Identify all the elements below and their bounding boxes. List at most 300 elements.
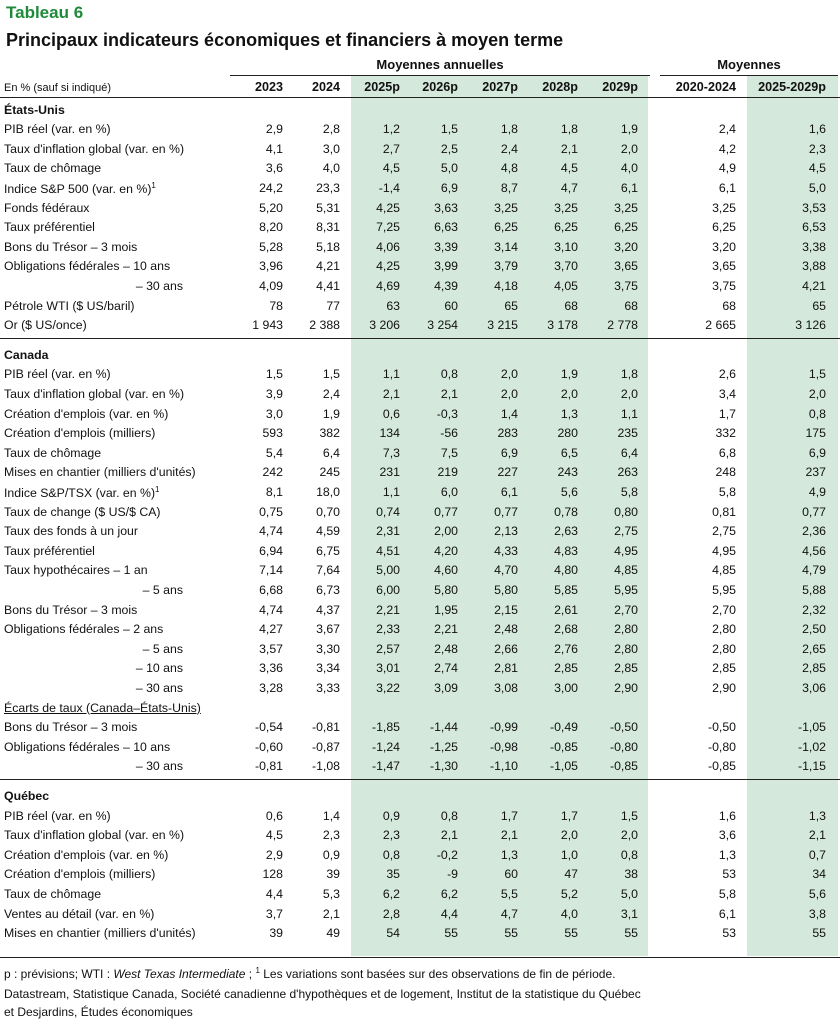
- row-label-text: – 30 ans: [135, 681, 183, 695]
- table-row: [0, 757, 840, 777]
- table-cell: 1,5: [440, 122, 458, 137]
- row-label-text: Taux de change ($ US/$ CA): [4, 504, 161, 519]
- table-cell: 2,80: [712, 622, 736, 637]
- table-cell: 3,34: [316, 661, 340, 676]
- table-cell: 2,48: [434, 641, 458, 656]
- table-cell: 3,65: [712, 259, 736, 274]
- table-cell: 5,85: [554, 583, 578, 597]
- table-cell: 3,4: [718, 387, 736, 401]
- row-label-text: – 30 ans: [135, 279, 183, 293]
- table-cell: 1,7: [500, 808, 518, 823]
- row-label: [4, 485, 160, 500]
- table-bottom-rule: [0, 957, 840, 958]
- table-cell: 5,0: [808, 181, 826, 195]
- table-cell: 5,20: [259, 200, 283, 215]
- table-cell: 78: [269, 298, 283, 313]
- table-cell: 6,5: [560, 445, 578, 460]
- row-label-text: Création d'emplois (milliers): [4, 426, 156, 441]
- table-cell: 7,64: [316, 563, 340, 578]
- row-label-text: PIB réel (var. en %): [4, 122, 111, 137]
- table-cell: 2,74: [434, 661, 458, 676]
- table-cell: 5,00: [376, 563, 400, 578]
- table-cell: 4,8: [500, 161, 518, 176]
- table-cell: 0,80: [614, 504, 638, 519]
- table-cell: -1,44: [429, 720, 458, 735]
- table-cell: 5,3: [322, 887, 340, 901]
- row-label: [136, 681, 183, 695]
- table-cell: 2,6: [718, 367, 736, 382]
- table-cell: 3,25: [712, 200, 736, 215]
- column-header: 2025p: [364, 80, 400, 94]
- table-cell: 4,69: [376, 279, 400, 293]
- table-cell: 3 254: [427, 318, 458, 333]
- table-cell: 0,77: [494, 504, 518, 519]
- table-cell: 3,08: [494, 681, 518, 695]
- column-header: 2025-2029p: [758, 80, 826, 94]
- table-cell: 4,85: [614, 563, 638, 578]
- table-cell: 55: [812, 926, 826, 941]
- table-cell: 2,65: [802, 641, 826, 656]
- table-cell: 6,1: [718, 181, 736, 195]
- table-cell: 4,41: [316, 279, 340, 293]
- table-cell: 3 206: [369, 318, 400, 333]
- table-cell: 2,48: [494, 622, 518, 637]
- section-name: Canada: [4, 347, 49, 362]
- row-label-text: Indice S&P/TSX (var. en %): [4, 486, 156, 501]
- table-row: [0, 316, 840, 336]
- table-cell: 8,7: [500, 181, 518, 195]
- footnote-legend: p : prévisions; WTI : West Texas Intermediate ; $^1$ Les variations sont basées sur des observations de fin de période.: [4, 966, 616, 981]
- row-label: [4, 446, 101, 460]
- table-cell: -0,50: [707, 720, 736, 735]
- table-cell: 1,6: [718, 808, 736, 823]
- table-cell: 4,83: [554, 543, 578, 558]
- table-cell: 0,74: [376, 504, 400, 519]
- table-cell: 1,0: [560, 847, 578, 862]
- table-cell: 2,75: [712, 524, 736, 539]
- table-row: [0, 424, 840, 444]
- table-cell: 1,7: [718, 406, 736, 421]
- table-cell: 4,39: [434, 279, 458, 293]
- table-cell: 2,33: [376, 622, 400, 637]
- row-label: [4, 426, 155, 440]
- table-cell: 5,95: [614, 583, 638, 597]
- table-row: [0, 297, 840, 317]
- table-cell: 3,75: [614, 279, 638, 293]
- table-cell: 3,38: [802, 239, 826, 254]
- column-header: 2024: [311, 80, 340, 94]
- row-label: [4, 220, 95, 234]
- table-cell: 0,77: [434, 504, 458, 519]
- table-cell: 6,25: [712, 220, 736, 235]
- table-cell: 3,67: [316, 622, 340, 637]
- table-cell: 3,10: [554, 239, 578, 254]
- table-cell: 3,65: [614, 259, 638, 274]
- table-cell: 3 126: [795, 318, 826, 333]
- table-cell: 2,70: [614, 602, 638, 617]
- table-cell: 2,21: [434, 622, 458, 637]
- table-cell: 6,73: [316, 583, 340, 597]
- table-cell: 4,1: [265, 141, 283, 156]
- row-label-text: Écarts de taux (Canada–États-Unis): [4, 700, 201, 715]
- table-cell: 4,70: [494, 563, 518, 578]
- table-cell: 4,80: [554, 563, 578, 578]
- table-cell: 2,4: [500, 141, 518, 156]
- table-cell: 2,70: [712, 602, 736, 617]
- table-cell: 3,70: [554, 259, 578, 274]
- table-row: [0, 679, 840, 699]
- table-row: [0, 257, 840, 277]
- table-cell: 3,7: [265, 906, 283, 921]
- table-cell: 332: [715, 426, 736, 441]
- table-row: [0, 601, 840, 621]
- table-cell: -0,60: [254, 739, 283, 754]
- table-cell: 1,5: [808, 367, 826, 382]
- table-number: Tableau 6: [6, 3, 84, 22]
- table-cell: 128: [262, 867, 283, 882]
- table-cell: 4,4: [440, 906, 458, 921]
- table-row: [0, 238, 840, 258]
- column-header-row: [0, 78, 840, 98]
- table-cell: 4,5: [265, 828, 283, 843]
- row-label: [136, 759, 183, 773]
- footnote-sources: Datastream, Statistique Canada, Société canadienne d'hypothèques et de logement, Institut de la statistique du Québec: [4, 987, 641, 1001]
- table-cell: 2,7: [382, 141, 400, 156]
- table-cell: 35: [386, 867, 400, 882]
- table-cell: 2,0: [500, 367, 518, 382]
- table-cell: -1,10: [489, 759, 518, 774]
- table-cell: 4,21: [802, 279, 826, 293]
- table-cell: 2,0: [808, 387, 826, 401]
- row-label: [4, 142, 184, 156]
- table-cell: 5,80: [494, 583, 518, 597]
- table-cell: 263: [617, 465, 638, 480]
- table-cell: 1,3: [500, 847, 518, 862]
- table-cell: -0,3: [436, 406, 458, 421]
- table-cell: 49: [326, 926, 340, 941]
- table-cell: 2 665: [705, 318, 736, 333]
- table-cell: 2,1: [808, 828, 826, 843]
- table-cell: -1,05: [797, 720, 826, 735]
- table-row: [0, 542, 840, 562]
- table-row: [0, 503, 840, 523]
- table-cell: 3,79: [494, 259, 518, 274]
- row-label-text: PIB réel (var. en %): [4, 808, 111, 823]
- table-cell: 4,51: [376, 543, 400, 558]
- table-cell: 3,20: [712, 239, 736, 254]
- table-cell: 134: [379, 426, 400, 441]
- table-cell: 5,6: [808, 887, 826, 901]
- table-cell: 1,4: [322, 808, 340, 823]
- table-cell: 4,4: [265, 887, 283, 901]
- table-cell: 2,15: [494, 602, 518, 617]
- table-cell: 3,36: [259, 661, 283, 676]
- table-cell: 1,9: [322, 406, 340, 421]
- table-cell: -0,81: [254, 759, 283, 774]
- footnote-marker: 1: [151, 181, 156, 190]
- table-cell: 4,60: [434, 563, 458, 578]
- table-cell: 237: [805, 465, 826, 480]
- table-cell: 68: [624, 298, 638, 313]
- section-rule: [0, 779, 840, 780]
- table-cell: 2,80: [614, 622, 638, 637]
- table-cell: 0,7: [808, 847, 826, 862]
- column-header: 2029p: [602, 80, 638, 94]
- table-cell: 2,85: [614, 661, 638, 676]
- table-cell: 2,76: [554, 641, 578, 656]
- table-cell: -1,02: [797, 739, 826, 754]
- table-cell: 39: [269, 926, 283, 941]
- row-label: [4, 603, 137, 617]
- table-cell: 1,1: [382, 367, 400, 382]
- table-cell: -1,85: [371, 720, 400, 735]
- table-row: [0, 199, 840, 219]
- row-label: [4, 740, 170, 754]
- table-cell: 5,28: [259, 239, 283, 254]
- table-cell: 3,6: [265, 161, 283, 176]
- table-cell: 2,1: [440, 387, 458, 401]
- row-label-text: Taux d'inflation global (var. en %): [4, 828, 185, 843]
- table-cell: 4,7: [500, 906, 518, 921]
- table-row: [0, 905, 840, 925]
- table-cell: 5,8: [718, 485, 736, 499]
- table-cell: 5,18: [316, 239, 340, 254]
- table-cell: -9: [447, 867, 458, 882]
- table-cell: 6,75: [316, 543, 340, 558]
- table-cell: 6,4: [620, 445, 638, 460]
- row-label: [4, 701, 201, 715]
- table-cell: 219: [437, 465, 458, 480]
- row-label-text: Taux de chômage: [4, 445, 102, 460]
- table-cell: 55: [624, 926, 638, 941]
- table-cell: -1,30: [429, 759, 458, 774]
- table-cell: 6,1: [620, 181, 638, 195]
- table-cell: 3,33: [316, 681, 340, 695]
- table-cell: 0,8: [440, 808, 458, 823]
- row-label: [143, 642, 183, 656]
- table-cell: 382: [319, 426, 340, 441]
- table-cell: 3,25: [494, 200, 518, 215]
- row-label: [4, 387, 184, 401]
- table-cell: 24,2: [259, 181, 283, 195]
- table-cell: 4,27: [259, 622, 283, 637]
- table-cell: 243: [557, 465, 578, 480]
- table-cell: 0,8: [620, 847, 638, 862]
- table-cell: 2,57: [376, 641, 400, 656]
- table-row: [0, 826, 840, 846]
- table-cell: 54: [386, 926, 400, 941]
- table-cell: 6,68: [259, 583, 283, 597]
- table-cell: 3,39: [434, 239, 458, 254]
- row-label-text: Or ($ US/once): [4, 318, 87, 333]
- table-cell: 8,20: [259, 220, 283, 235]
- table-cell: 1,4: [500, 406, 518, 421]
- section-header: [0, 787, 840, 807]
- table-cell: 2,3: [382, 828, 400, 843]
- table-cell: 2 778: [607, 318, 638, 333]
- group-rule-annual: [230, 75, 650, 76]
- table-cell: 1,7: [560, 808, 578, 823]
- table-cell: 68: [722, 298, 736, 313]
- table-cell: -1,24: [371, 739, 400, 754]
- table-cell: 2,0: [620, 828, 638, 843]
- table-row: [0, 120, 840, 140]
- table-cell: -0,99: [489, 720, 518, 735]
- table-cell: 2,63: [554, 524, 578, 539]
- table-cell: 5,95: [712, 583, 736, 597]
- table-cell: 2,13: [494, 524, 518, 539]
- table-cell: 1,2: [382, 122, 400, 137]
- table-cell: 2,85: [712, 661, 736, 676]
- row-label: [4, 907, 154, 921]
- table-row: [0, 924, 840, 944]
- table-cell: 1,5: [620, 808, 638, 823]
- table-row: [0, 885, 840, 905]
- table-cell: 2,66: [494, 641, 518, 656]
- table-row: [0, 807, 840, 827]
- table-row: [0, 483, 840, 503]
- row-label-text: Bons du Trésor – 3 mois: [4, 239, 138, 254]
- table-row: [0, 444, 840, 464]
- table-cell: 593: [262, 426, 283, 441]
- table-cell: 2,8: [322, 122, 340, 137]
- table-cell: 4,20: [434, 543, 458, 558]
- table-cell: 0,81: [712, 504, 736, 519]
- row-label: [4, 848, 168, 862]
- table-cell: 68: [564, 298, 578, 313]
- table-cell: 6,4: [322, 445, 340, 460]
- table-cell: 0,8: [440, 367, 458, 382]
- table-cell: 3,09: [434, 681, 458, 695]
- table-cell: 3,75: [712, 279, 736, 293]
- row-label: [4, 926, 196, 940]
- table-cell: 1,5: [265, 367, 283, 382]
- table-cell: 7,5: [440, 445, 458, 460]
- row-label-text: Taux d'inflation global (var. en %): [4, 141, 185, 156]
- table-cell: 3,22: [376, 681, 400, 695]
- table-cell: 4,59: [316, 524, 340, 539]
- table-cell: 6,94: [259, 543, 283, 558]
- header-rule: [0, 97, 840, 98]
- row-label-text: Taux de chômage: [4, 887, 102, 901]
- table-cell: 3,1: [620, 906, 638, 921]
- table-cell: 3,20: [614, 239, 638, 254]
- table-row: [0, 581, 840, 601]
- footnote-marker: 1: [155, 485, 160, 494]
- table-cell: 4,74: [259, 602, 283, 617]
- table-cell: 4,9: [718, 161, 736, 176]
- table-cell: -56: [440, 426, 458, 441]
- table-cell: 6,00: [376, 583, 400, 597]
- table-cell: -1,4: [378, 181, 400, 195]
- table-subheader: [0, 699, 840, 719]
- row-label: [4, 299, 135, 313]
- table-cell: 2,3: [322, 828, 340, 843]
- table-row: [0, 218, 840, 238]
- row-label-text: Taux de chômage: [4, 161, 102, 176]
- table-cell: 2,1: [322, 906, 340, 921]
- table-row: [0, 561, 840, 581]
- table-cell: 60: [504, 867, 518, 882]
- table-cell: 2,4: [322, 387, 340, 401]
- group-header-annual: Moyennes annuelles: [376, 57, 504, 72]
- table-cell: -0,85: [707, 759, 736, 774]
- table-cell: 5,80: [434, 583, 458, 597]
- table-cell: 34: [812, 867, 826, 882]
- table-row: [0, 365, 840, 385]
- table-cell: -0,80: [707, 739, 736, 754]
- table-cell: 5,5: [500, 887, 518, 901]
- table-cell: 5,8: [718, 887, 736, 901]
- table-cell: 2,1: [560, 141, 578, 156]
- table-row: [0, 640, 840, 660]
- table-cell: 2,1: [440, 828, 458, 843]
- footnote-sources-cont: et Desjardins, Études économiques: [4, 1005, 193, 1019]
- row-label: [4, 622, 163, 636]
- table-cell: 2,00: [434, 524, 458, 539]
- row-label: [4, 544, 95, 558]
- table-cell: 1,5: [322, 367, 340, 382]
- table-cell: 2 388: [309, 318, 340, 333]
- row-label: [4, 505, 161, 519]
- table-cell: 3,8: [808, 906, 826, 921]
- section-header: [0, 346, 840, 366]
- table-cell: 4,79: [802, 563, 826, 578]
- table-cell: 3 215: [487, 318, 518, 333]
- table-cell: 3,06: [802, 681, 826, 695]
- column-header: 2028p: [542, 80, 578, 94]
- table-cell: 242: [262, 465, 283, 480]
- table-cell: 53: [722, 867, 736, 882]
- row-label: [4, 161, 101, 175]
- row-label: [4, 407, 168, 421]
- row-label: [4, 181, 156, 196]
- column-header: 2027p: [482, 80, 518, 94]
- table-cell: 0,9: [382, 808, 400, 823]
- table-cell: 1,8: [560, 122, 578, 137]
- table-cell: -1,05: [549, 759, 578, 774]
- section-rule: [0, 338, 840, 339]
- table-cell: 5,8: [620, 485, 638, 499]
- table-cell: 4,9: [808, 485, 826, 499]
- table-row: [0, 159, 840, 179]
- table-cell: 4,5: [560, 161, 578, 176]
- table-cell: 6,9: [440, 181, 458, 195]
- table-row: [0, 865, 840, 885]
- row-label-text: Mises en chantier (milliers d'unités): [4, 465, 196, 480]
- table-cell: 2,0: [560, 387, 578, 401]
- row-label-text: – 10 ans: [135, 661, 183, 676]
- row-label: [4, 563, 148, 577]
- table-cell: 2,5: [440, 141, 458, 156]
- row-label-text: Pétrole WTI ($ US/baril): [4, 298, 135, 313]
- table-cell: 3,53: [802, 200, 826, 215]
- table-cell: 4,2: [718, 141, 736, 156]
- table-cell: 3,30: [316, 641, 340, 656]
- table-cell: 1,6: [808, 122, 826, 137]
- table-cell: 6,63: [434, 220, 458, 235]
- table-cell: 1 943: [252, 318, 283, 333]
- table-cell: 4,09: [259, 279, 283, 293]
- table-cell: 6,2: [382, 887, 400, 901]
- table-cell: 53: [722, 926, 736, 941]
- table-cell: 3,6: [718, 828, 736, 843]
- row-label-text: Taux préférentiel: [4, 220, 95, 235]
- table-cell: 4,37: [316, 602, 340, 617]
- table-cell: 1,8: [500, 122, 518, 137]
- table-cell: 2,50: [802, 622, 826, 637]
- table-cell: 231: [379, 465, 400, 480]
